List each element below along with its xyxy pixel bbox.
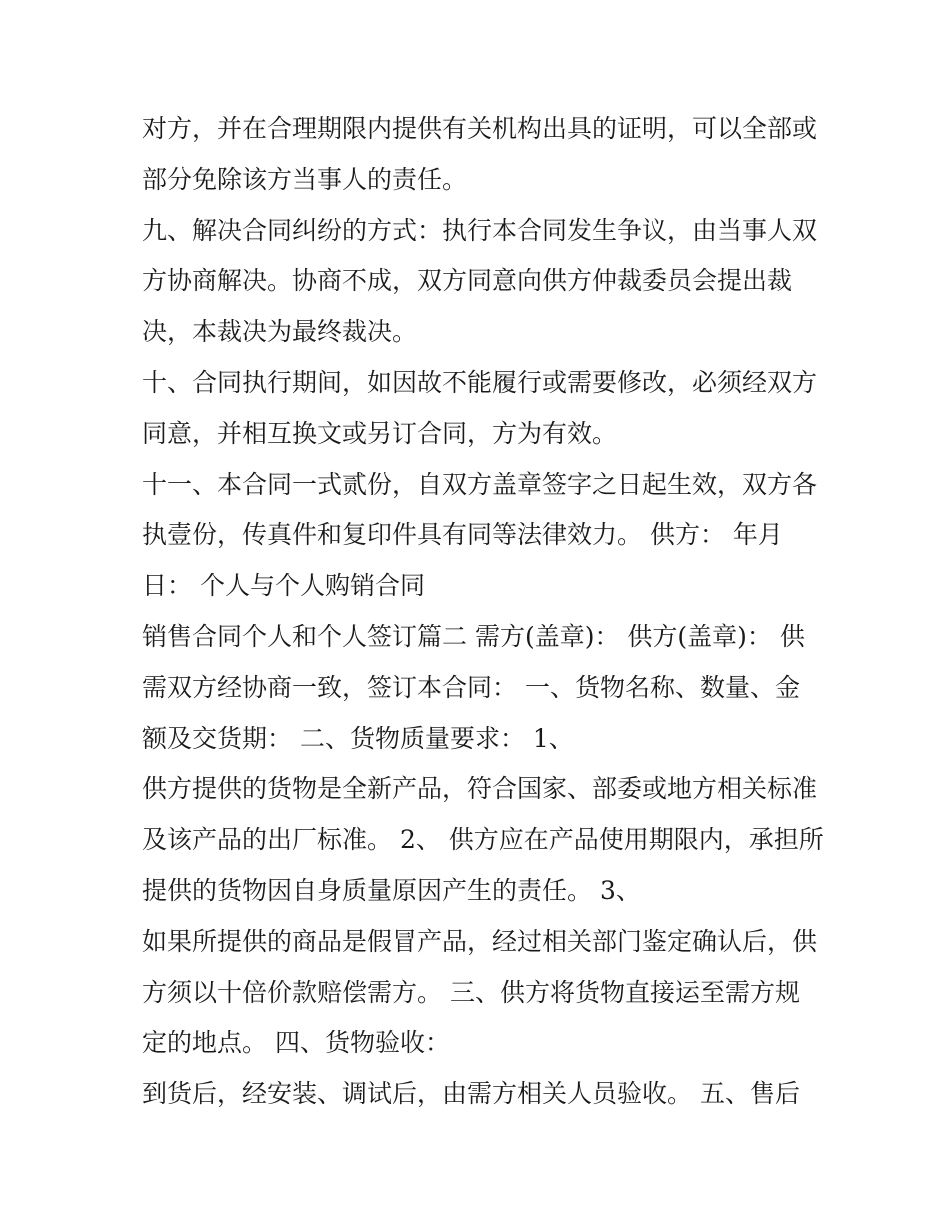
- text-line: 到货后，经安装、调试后，由需方相关人员验收。 五、售后: [142, 1079, 800, 1109]
- text-line: 如果所提供的商品是假冒产品，经过相关部门鉴定确认后，供: [142, 926, 818, 956]
- text-line: 供方提供的货物是全新产品，符合国家、部委或地方相关标准: [142, 774, 818, 804]
- text-line: 日： 个人与个人购销合同: [142, 571, 425, 601]
- text-line: 同意，并相互换文或另订合同，方为有效。: [142, 418, 618, 448]
- text-line: 九、解决合同纠纷的方式：执行本合同发生争议，由当事人双: [142, 215, 818, 245]
- text-line: 及该产品的出厂标准。 2、 供方应在产品使用期限内，承担所: [142, 825, 824, 855]
- text-line: 定的地点。 四、货物验收：: [142, 1028, 450, 1058]
- text-line: 需双方经协商一致，签订本合同： 一、货物名称、数量、金: [142, 672, 800, 702]
- text-line: 额及交货期： 二、货物质量要求： 1、: [142, 723, 574, 753]
- text-line: 十一、本合同一式贰份，自双方盖章签字之日起生效，双方各: [142, 469, 818, 499]
- text-line: 销售合同个人和个人签订篇二 需方(盖章)： 供方(盖章)： 供: [142, 621, 805, 651]
- text-line: 提供的货物因自身质量原因产生的责任。 3、: [142, 875, 641, 905]
- text-line: 方协商解决。协商不成，双方同意向供方仲裁委员会提出裁: [142, 266, 793, 296]
- text-line: 对方，并在合理期限内提供有关机构出具的证明，可以全部或: [142, 114, 818, 143]
- contract-text: [142, 104, 842, 1120]
- text-line: 执壹份，传真件和复印件具有同等法律效力。 供方： 年月: [142, 520, 783, 550]
- text-line: 决，本裁决为最终裁决。: [142, 317, 418, 347]
- text-line: 十、合同执行期间，如因故不能履行或需要修改，必须经双方: [142, 367, 818, 397]
- text-line: 方须以十倍价款赔偿需方。 三、供方将货物直接运至需方规: [142, 977, 800, 1007]
- text-line: 部分免除该方当事人的责任。: [142, 164, 468, 194]
